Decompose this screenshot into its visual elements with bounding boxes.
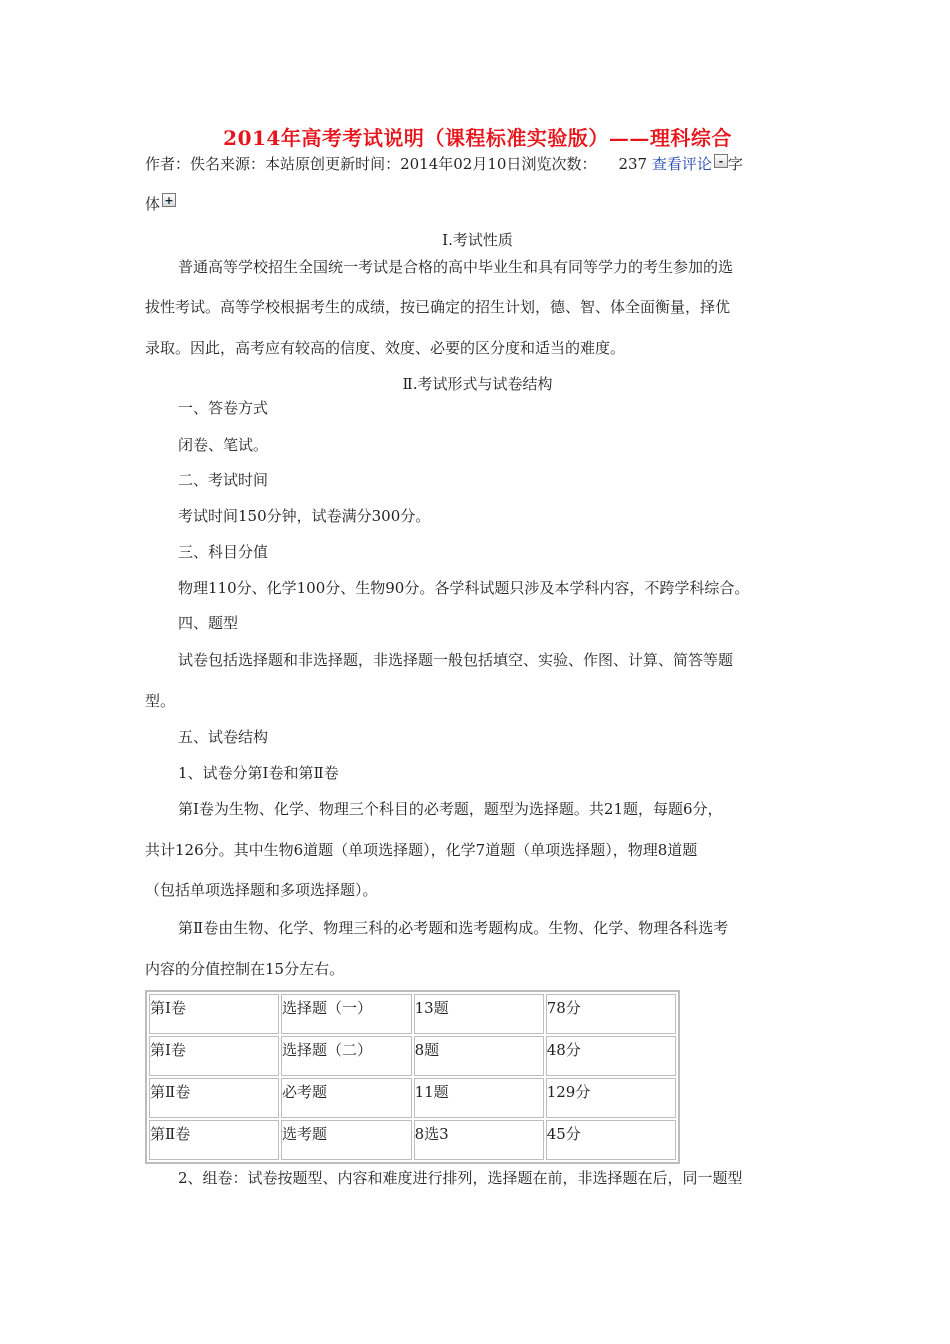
source-value: 本站原创	[265, 155, 326, 173]
section-heading-2: Ⅱ.考试形式与试卷结构	[402, 375, 553, 393]
table-cell: 选择题（二）	[281, 1036, 412, 1076]
table-cell: 8选3	[414, 1120, 544, 1160]
table-cell: 11题	[414, 1078, 544, 1118]
subheading: 一、答卷方式	[178, 399, 269, 417]
paragraph: 内容的分值控制在15分左右。	[145, 960, 345, 978]
paragraph: 共计126分。其中生物6道题（单项选择题），化学7道题（单项选择题），物理8道题	[145, 841, 698, 859]
paragraph: 闭卷、笔试。	[178, 436, 269, 454]
paragraph: 第Ⅰ卷为生物、化学、物理三个科目的必考题，题型为选择题。共21题，每题6分，	[178, 800, 723, 818]
updated-value: 2014年02月10日	[400, 155, 522, 173]
table-row	[149, 994, 676, 1034]
table-row	[149, 1120, 676, 1160]
paragraph: 录取。因此，高考应有较高的信度、效度、必要的区分度和适当的难度。	[145, 339, 626, 357]
table-cell: 78分	[546, 994, 676, 1034]
table-cell: 第Ⅱ卷	[149, 1120, 279, 1160]
subheading: 四、题型	[178, 614, 239, 632]
table-cell: 45分	[546, 1120, 676, 1160]
table-row	[149, 1036, 676, 1076]
view-comments-link[interactable]: 查看评论	[651, 155, 712, 173]
table-cell: 选考题	[281, 1120, 412, 1160]
updated-label: 更新时间：	[325, 155, 401, 173]
views-label: 浏览次数：	[521, 155, 597, 173]
table-cell: 129分	[546, 1078, 676, 1118]
paragraph: 型。	[145, 692, 176, 710]
table-cell: 必考题	[281, 1078, 412, 1118]
table-cell: 48分	[546, 1036, 676, 1076]
section-heading-1: Ⅰ.考试性质	[442, 231, 513, 249]
plus-icon[interactable]: +	[162, 193, 176, 207]
article-meta	[145, 154, 810, 174]
subheading: 二、考试时间	[178, 471, 269, 489]
font-size-control	[145, 193, 176, 214]
author-label: 作者：	[145, 155, 191, 173]
views-count: 237	[618, 155, 648, 173]
table-cell: 第Ⅰ卷	[149, 994, 279, 1034]
font-label-2: 体	[145, 195, 161, 213]
table-cell: 选择题（一）	[281, 994, 412, 1034]
subheading: 五、试卷结构	[178, 728, 269, 746]
paragraph: 考试时间150分钟，试卷满分300分。	[178, 507, 431, 525]
paragraph: 试卷包括选择题和非选择题，非选择题一般包括填空、实验、作图、计算、简答等题	[178, 651, 734, 669]
table-cell: 8题	[414, 1036, 544, 1076]
article-title: 2014年高考考试说明（课程标准实验版）——理科综合	[223, 126, 732, 150]
paragraph: 2、组卷：试卷按题型、内容和难度进行排列，选择题在前，非选择题在后，同一题型	[178, 1169, 743, 1187]
paper-structure-table	[145, 990, 680, 1164]
paragraph: （包括单项选择题和多项选择题）。	[145, 881, 378, 899]
paragraph: 第Ⅱ卷由生物、化学、物理三科的必考题和选考题构成。生物、化学、物理各科选考	[178, 919, 729, 937]
source-label: 来源：	[220, 155, 266, 173]
table-row	[149, 1078, 676, 1118]
font-label-1: 字	[727, 155, 743, 173]
minus-icon[interactable]: -	[714, 154, 728, 168]
table-cell: 第Ⅱ卷	[149, 1078, 279, 1118]
author-value: 佚名	[190, 155, 221, 173]
paragraph: 普通高等学校招生全国统一考试是合格的高中毕业生和具有同等学力的考生参加的选	[178, 258, 734, 276]
table-cell: 13题	[414, 994, 544, 1034]
subheading: 三、科目分值	[178, 543, 269, 561]
paragraph: 拔性考试。高等学校根据考生的成绩，按已确定的招生计划，德、智、体全面衡量，择优	[145, 298, 731, 316]
subheading: 1、试卷分第Ⅰ卷和第Ⅱ卷	[178, 764, 339, 782]
paragraph: 物理110分、化学100分、生物90分。各学科试题只涉及本学科内容，不跨学科综合。	[178, 579, 750, 597]
table-cell: 第Ⅰ卷	[149, 1036, 279, 1076]
